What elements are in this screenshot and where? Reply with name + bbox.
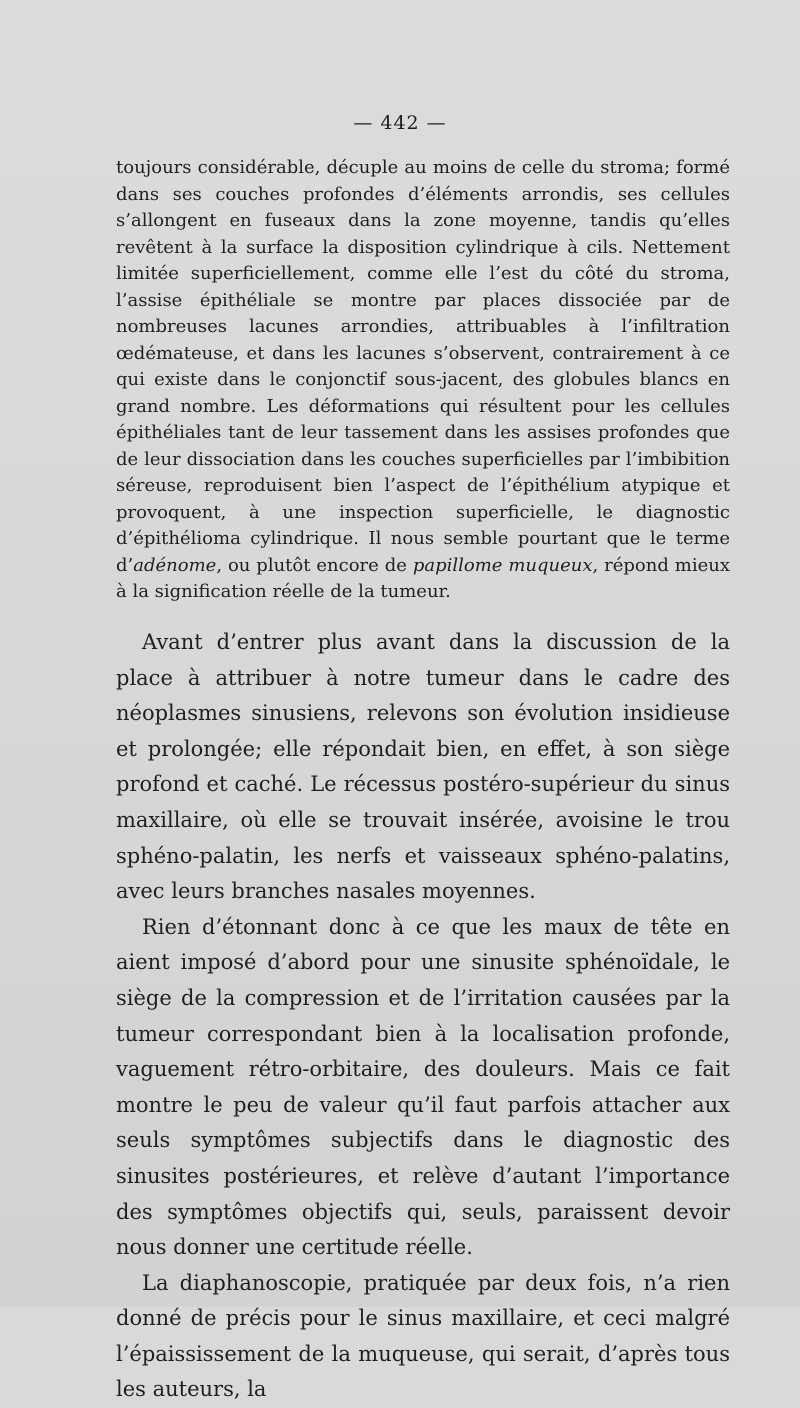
page-number: — 442 — xyxy=(353,112,447,134)
main-text-block xyxy=(116,625,730,1408)
italic-term-papillome: papillome muqueux xyxy=(412,554,593,576)
paragraph-continued xyxy=(116,155,730,606)
paragraph-diaphanoscopie: La diaphanoscopie, pratiquée par deux fois, n’a rien donné de précis pour le sinus maxillaire, et ceci malgré l’épaississement de la muqueuse, qui serait, d’après tous les auteurs, la xyxy=(116,1270,730,1402)
paragraph-rien: Rien d’étonnant donc à ce que les maux de tête en aient imposé d’abord pour une sinusite sphénoïdale, le siège de la compression et de l’irritation causées par la tumeur correspondant bien à la localisation profonde, vaguement rétro-orbitaire, des douleurs. Mais ce fait montre le peu de valeur qu’il faut parfois attacher aux seuls symptômes subjectifs dans le diagnostic des sinusites postérieures, et relève d’autant l’importance des symptômes objectifs qui, seuls, paraissent devoir nous donner une certitude réelle. xyxy=(116,914,730,1260)
italic-term-adenome: adénome xyxy=(133,554,217,576)
small-print-block xyxy=(116,155,730,606)
paragraph-text: , ou plutôt encore de xyxy=(216,554,413,576)
paragraph-text: toujours considérable, décuple au moins de celle du stroma; formé dans ses couches profondes d’éléments arrondis, ses cellules s’allongent en fuseaux dans la zone moyenne, tandis qu’elles revêtent à la surface la disposition cylindrique à cils. Nettement limitée superficiellement, comme elle l’est du côté du stroma, l’assise épithéliale se montre par places dissociée par de nombreuses lacunes arrondies, attribuables à l’infiltration œdémateuse, et dans les lacunes s’observent, contrairement à ce qui existe dans le conjonctif sous-jacent, des globules blancs en grand nombre. Les déformations qui résultent pour les cellules épithéliales tant de leur tassement dans les assises profondes que de leur dissociation dans les couches superficielles par l’imbibition séreuse, reproduisent bien l’aspect de l’épithélium atypique et provoquent, à une inspection superficielle, le diagnostic d’épithélioma cylindrique. Il nous semble pourtant que le terme d’ xyxy=(116,157,730,576)
paragraph-text: , répond mieux à la signification réelle de la tumeur. xyxy=(116,554,731,602)
paragraph-avant: Avant d’entrer plus avant dans la discussion de la place à attribuer à notre tumeur dans le cadre des néoplasmes sinusiens, relevons son évolution insidieuse et prolongée; elle répondait bien, en effet, à son siège profond et caché. Le récessus postéro-supérieur du sinus maxillaire, où elle se trouvait insérée, avoisine le trou sphéno-palatin, les nerfs et vaisseaux sphéno-palatins, avec leurs branches nasales moyennes. xyxy=(116,630,730,904)
